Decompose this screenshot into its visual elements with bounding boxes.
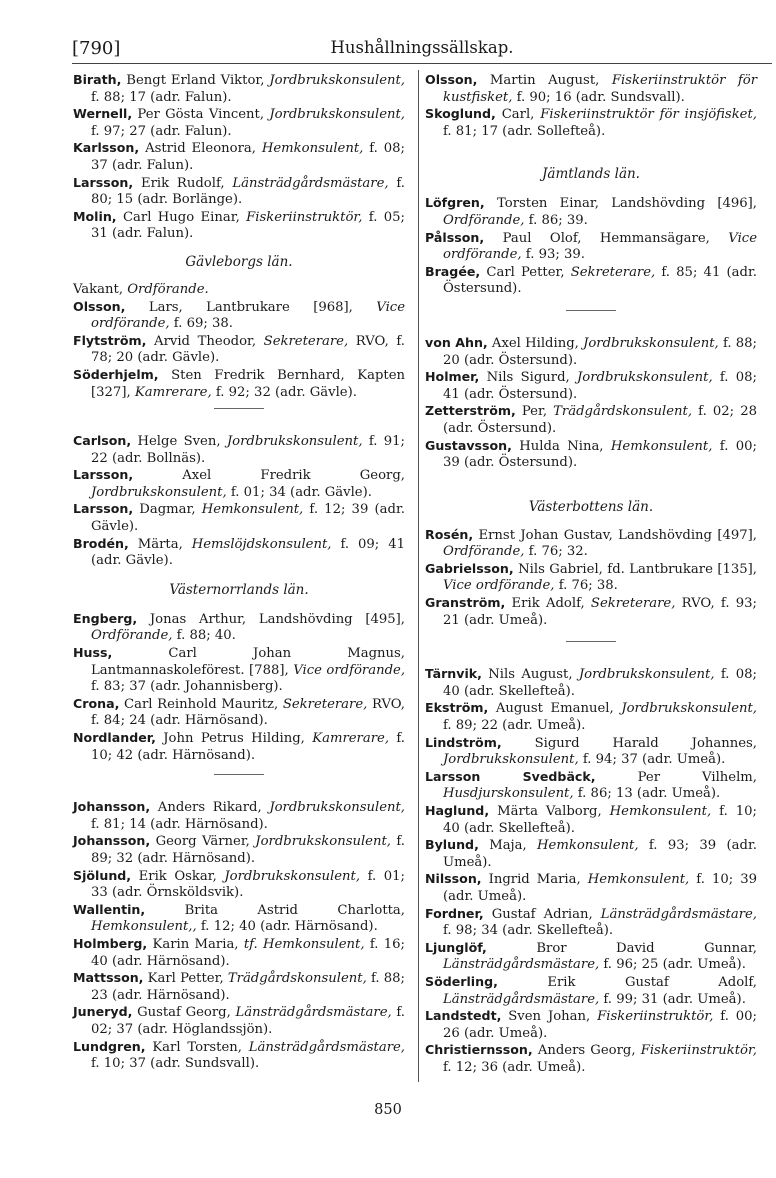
- list-item: [425, 974, 757, 1008]
- person-name: Crona,: [73, 695, 120, 711]
- entry-details: f. 12; 39 (adr. Gävle).: [91, 502, 405, 535]
- list-item: [73, 833, 405, 867]
- entry-details: f. 10; 42 (adr. Härnösand).: [91, 731, 405, 763]
- person-name: Söderhjelm,: [73, 366, 159, 382]
- person-name: von Ahn,: [425, 334, 488, 350]
- person-name: Fordner,: [425, 905, 484, 921]
- position-title: Jordbrukskonsulent,: [269, 800, 405, 816]
- header-rule: [72, 63, 772, 64]
- entry-details: f. 05; 31 (adr. Falun).: [91, 209, 405, 242]
- entry-text: Astrid Eleonora,: [139, 141, 262, 157]
- entry-text: Nils Gabriel, fd. Lantbrukare [135],: [513, 561, 757, 577]
- position-title: Jordbrukskonsulent,: [621, 701, 757, 717]
- person-name: Holmer,: [425, 369, 480, 385]
- entry-text: Erik Oskar,: [131, 868, 225, 884]
- person-name: Holmberg,: [73, 935, 148, 951]
- entry-details: f. 08; 37 (adr. Falun).: [91, 141, 405, 173]
- entry-details: f. 98; 34 (adr. Skellefteå).: [443, 923, 614, 939]
- entry-text: Axel Fredrik Georg,: [133, 468, 405, 484]
- entry-group: [73, 611, 405, 764]
- list-item: [425, 871, 757, 905]
- list-item: [73, 902, 405, 936]
- list-item: [425, 335, 757, 369]
- list-item: [73, 333, 405, 367]
- entry-text: John Petrus Hilding,: [155, 731, 313, 746]
- person-name: Zetterström,: [425, 403, 516, 419]
- list-item: [73, 536, 405, 570]
- list-item: [425, 940, 757, 974]
- person-name: Larsson,: [73, 501, 134, 517]
- list-item: Vakant, Ordförande.: [73, 281, 209, 297]
- entry-text: Carl,: [495, 107, 541, 123]
- list-item: [425, 561, 757, 595]
- entry-text: Karin Maria,: [147, 936, 244, 952]
- position-title: Hemkonsulent,: [587, 872, 690, 888]
- entry-text: Georg Värner,: [150, 834, 256, 850]
- position-title: Länsträdgårdsmästare,: [443, 957, 600, 973]
- entry-text: Karl Torsten,: [145, 1039, 249, 1055]
- entry-text: Nils Sigurd,: [479, 370, 577, 386]
- entry-details: f. 88; 40.: [172, 628, 236, 644]
- person-name: Gabrielsson,: [425, 560, 514, 576]
- person-name: Pålsson,: [425, 229, 485, 245]
- person-name: Olsson,: [73, 298, 126, 314]
- list-item: [73, 106, 405, 140]
- person-name: Gustavsson,: [425, 437, 512, 453]
- entry-details: f. 80; 15 (adr. Borlänge).: [91, 175, 406, 208]
- list-item: [425, 264, 757, 298]
- entry-text: Hulda Nina,: [511, 438, 611, 454]
- list-item: [425, 72, 757, 106]
- person-name: Larsson,: [73, 467, 134, 483]
- entry-text: Sven Johan,: [501, 1009, 598, 1025]
- list-item: [73, 1004, 405, 1038]
- list-item: [73, 799, 405, 833]
- entry-text: Carl Petter,: [480, 264, 571, 280]
- position-title: Länsträdgårdsmästare,: [232, 175, 389, 191]
- entry-text: Märta Valborg,: [489, 804, 610, 819]
- entry-details: f. 08; 41 (adr. Östersund).: [443, 370, 757, 402]
- list-item: [425, 403, 757, 437]
- entry-group: [73, 299, 405, 402]
- person-name: Juneryd,: [73, 1004, 133, 1020]
- entry-text: Bengt Erland Viktor,: [121, 73, 270, 88]
- person-name: Granström,: [425, 595, 506, 611]
- entry-text: Per Gösta Vincent,: [132, 107, 270, 123]
- entry-details: f. 01; 34 (adr. Gävle).: [226, 484, 372, 500]
- person-name: Christiernsson,: [425, 1042, 533, 1058]
- list-item: [425, 837, 757, 871]
- separator-rule: [214, 408, 264, 409]
- entry-text: Lars, Lantbrukare [968],: [125, 299, 377, 315]
- position-title: Hemkonsulent,: [610, 438, 713, 454]
- entry-text: Anders Rikard,: [150, 800, 270, 816]
- entry-details: f. 92; 32 (adr. Gävle).: [211, 384, 357, 400]
- person-name: Karlsson,: [73, 140, 140, 156]
- entry-details: f. 86; 13 (adr. Umeå).: [573, 786, 721, 802]
- entry-details: f. 81; 17 (adr. Sollefteå).: [443, 123, 606, 139]
- entry-text: Karl Petter,: [143, 971, 228, 987]
- entry-details: f. 00; 26 (adr. Umeå).: [443, 1009, 757, 1041]
- entry-text: Erik Gustaf Adolf,: [497, 974, 757, 990]
- entry-details: f. 83; 37 (adr. Johannisberg).: [91, 679, 283, 695]
- person-name: Engberg,: [73, 610, 138, 626]
- entry-details: f. 76; 32.: [524, 544, 588, 560]
- person-name: Rosén,: [425, 526, 474, 542]
- list-item: [425, 735, 757, 769]
- entry-text: Sigurd Harald Johannes,: [501, 735, 757, 751]
- position-title: Fiskeriinstruktör,: [640, 1043, 757, 1059]
- entry-details: f. 09; 41 (adr. Gävle).: [91, 536, 405, 569]
- list-item: [73, 140, 405, 174]
- entry-details: f. 88; 20 (adr. Östersund).: [443, 335, 757, 368]
- list-item: [73, 611, 405, 645]
- position-title: Sekreterare,: [282, 696, 368, 712]
- list-item: [73, 868, 405, 902]
- position-title: Länsträdgårdsmästare,: [600, 906, 757, 922]
- entry-details: f. 01; 33 (adr. Örnsköldsvik).: [91, 868, 405, 901]
- position-title: Jordbrukskonsulent,: [269, 107, 405, 123]
- list-item: [73, 367, 405, 401]
- entry-text: Sten Fredrik Bernhard, Kapten [327],: [91, 367, 405, 400]
- separator-rule: [214, 774, 264, 775]
- entry-text: Erik Rudolf,: [133, 175, 233, 191]
- list-item: [73, 209, 405, 243]
- list-item: [425, 769, 757, 803]
- position-title: Vice ordförande,: [293, 662, 406, 678]
- list-item: [425, 1008, 757, 1042]
- entry-text: Martin August,: [477, 73, 612, 88]
- entry-text: Anders Georg,: [532, 1043, 641, 1059]
- entry-text: Helge Sven,: [131, 434, 227, 450]
- entry-details: f. 96; 25 (adr. Umeå).: [599, 957, 746, 973]
- list-item: [73, 175, 405, 209]
- position-title: Hemkonsulent,: [537, 838, 639, 854]
- position-title: Vice ordförande,: [91, 299, 405, 332]
- entry-details: f. 89; 32 (adr. Härnösand).: [91, 834, 405, 866]
- entry-details: f. 12; 40 (adr. Härnösand).: [196, 919, 378, 935]
- position-title: Fiskeriinstruktör för kustfisket,: [443, 73, 757, 105]
- entry-details: f. 97; 27 (adr. Falun).: [91, 123, 232, 139]
- position-title: Kamrerare,: [312, 731, 390, 746]
- position-title: Vice ordförande,: [443, 578, 555, 594]
- person-name: Brodén,: [73, 535, 129, 551]
- list-item: [73, 730, 405, 764]
- person-name: Larsson Svedbäck,: [425, 768, 596, 784]
- separator-rule: [566, 641, 616, 642]
- separator-rule: [566, 310, 616, 311]
- entry-text: Torsten Einar, Landshövding [496],: [484, 196, 757, 212]
- region-heading: Västernorrlands län.: [169, 581, 309, 598]
- person-name: Bragée,: [425, 263, 481, 279]
- list-item: [73, 645, 405, 696]
- entry-details: f. 91; 22 (adr. Bollnäs).: [91, 434, 405, 466]
- entry-details: f. 93; 39 (adr. Umeå).: [443, 838, 757, 870]
- list-item: [425, 527, 757, 561]
- entry-text: Erik Adolf,: [505, 596, 591, 612]
- position-title: Ordförande,: [443, 544, 525, 560]
- page-footer-number: 850: [374, 1102, 402, 1118]
- entry-group: [425, 527, 757, 630]
- entry-group: [73, 799, 405, 1073]
- position-title: Jordbrukskonsulent,: [224, 868, 361, 884]
- position-title: Hemkonsulent,: [201, 502, 304, 518]
- list-item: [425, 230, 757, 264]
- position-title: Trädgårdskonsulent,: [553, 404, 693, 420]
- list-item: [73, 970, 405, 1004]
- entry-text: Ernst Johan Gustav, Landshövding [497],: [473, 527, 757, 543]
- entry-details: f. 88; 17 (adr. Falun).: [91, 89, 232, 105]
- person-name: Bylund,: [425, 837, 479, 853]
- column-divider: [418, 70, 419, 1082]
- person-name: Wernell,: [73, 106, 133, 122]
- position-title: Sekreterare,: [590, 596, 676, 612]
- position-title: Hemkonsulent,,: [91, 919, 197, 935]
- position-title: Fiskeriinstruktör,: [246, 209, 363, 225]
- person-name: Nordlander,: [73, 730, 156, 745]
- list-item: [73, 936, 405, 970]
- entry-details: f. 89; 22 (adr. Umeå).: [443, 718, 586, 734]
- person-name: Ljunglöf,: [425, 939, 487, 955]
- entry-text: Jonas Arthur, Landshövding [495],: [137, 611, 405, 627]
- list-item: [425, 595, 757, 629]
- entry-details: f. 02; 28 (adr. Östersund).: [443, 404, 757, 436]
- position-title: Jordbrukskonsulent,: [91, 484, 227, 500]
- entry-text: Gustaf Georg,: [132, 1005, 236, 1021]
- person-name: Johansson,: [73, 833, 151, 849]
- entry-details: f. 08; 40 (adr. Skellefteå).: [443, 667, 757, 699]
- entry-text: Arvid Theodor,: [146, 333, 264, 349]
- position-title: Länsträdgårdsmästare,: [235, 1005, 392, 1021]
- entry-details: f. 10; 37 (adr. Sundsvall).: [91, 1056, 260, 1072]
- position-title: Jordbrukskonsulent,: [443, 752, 579, 768]
- person-name: Tärnvik,: [425, 666, 482, 682]
- entry-text: Ingrid Maria,: [481, 872, 588, 888]
- entry-group: [73, 72, 405, 243]
- list-item: [425, 906, 757, 940]
- entry-details: f. 85; 41 (adr. Östersund).: [443, 264, 757, 297]
- person-name: Haglund,: [425, 803, 490, 818]
- entry-text: Carl Hugo Einar,: [116, 209, 247, 225]
- position-title: Husdjurskonsulent,: [443, 786, 574, 802]
- person-name: Larsson,: [73, 174, 134, 190]
- entry-details: RVO, f. 93; 21 (adr. Umeå).: [443, 596, 757, 628]
- list-item: [425, 700, 757, 734]
- entry-text: Axel Hilding,: [487, 335, 584, 351]
- position-title: Sekreterare,: [570, 264, 656, 280]
- person-name: Carlson,: [73, 433, 132, 449]
- person-name: Lundgren,: [73, 1038, 146, 1054]
- position-title: Vice ordförande,: [443, 230, 757, 263]
- person-name: Molin,: [73, 208, 117, 224]
- entry-text: August Emanuel,: [488, 701, 622, 717]
- list-item: [425, 438, 757, 472]
- page-header: [72, 34, 772, 64]
- entry-text: Nils August,: [481, 667, 579, 683]
- person-name: Olsson,: [425, 72, 478, 87]
- entry-details: f. 88; 23 (adr. Härnösand).: [91, 971, 405, 1003]
- list-item: [73, 501, 405, 535]
- position-title: Ordförande,: [91, 628, 173, 644]
- entry-details: f. 76; 38.: [554, 578, 618, 594]
- right-column: [425, 72, 757, 1077]
- list-item: [73, 72, 405, 106]
- position-title: Jordbrukskonsulent,: [226, 434, 363, 450]
- person-name: Söderling,: [425, 973, 498, 989]
- entry-text: Carl Johan Magnus, Lantmannaskoleförest. [788],: [91, 646, 405, 678]
- list-item: [425, 666, 757, 700]
- person-name: Flytström,: [73, 332, 147, 348]
- entry-text: Per,: [515, 404, 554, 420]
- list-item: [73, 1039, 405, 1073]
- entry-group: [425, 335, 757, 472]
- list-item: [73, 433, 405, 467]
- left-column: [73, 72, 405, 1073]
- position-title: Jordbrukskonsulent,: [255, 834, 391, 850]
- entry-text: Per Vilhelm,: [595, 769, 757, 785]
- position-title: Ordförande,: [443, 212, 525, 228]
- entry-text: Brita Astrid Charlotta,: [145, 902, 405, 918]
- person-name: Wallentin,: [73, 901, 146, 917]
- list-item: [425, 803, 757, 837]
- person-name: Mattsson,: [73, 970, 144, 986]
- person-name: Huss,: [73, 645, 113, 661]
- entry-details: f. 81; 14 (adr. Härnösand).: [91, 816, 268, 832]
- entry-text: Märta,: [128, 536, 192, 552]
- entry-group: [425, 195, 757, 298]
- position-title: Trädgårdskonsulent,: [227, 971, 367, 987]
- list-item: [73, 696, 405, 730]
- list-item: [73, 467, 405, 501]
- entry-details: f. 93; 39.: [521, 247, 585, 263]
- person-name: Skoglund,: [425, 106, 496, 122]
- position-title: Sekreterare,: [263, 333, 349, 349]
- position-title: Länsträdgårdsmästare,: [443, 991, 600, 1007]
- position-title: Länsträdgårdsmästare,: [248, 1039, 405, 1055]
- position-title: tf. Hemkonsulent,: [243, 936, 365, 952]
- entry-text: Dagmar,: [133, 502, 202, 518]
- position-title: Hemslöjdskonsulent,: [191, 536, 332, 552]
- position-title: Fiskeriinstruktör för insjöfisket,: [540, 107, 757, 123]
- entry-details: f. 16; 40 (adr. Härnösand).: [91, 936, 405, 969]
- entry-details: f. 00; 39 (adr. Östersund).: [443, 438, 757, 471]
- entry-details: f. 69; 38.: [169, 316, 233, 332]
- entry-text: Maja,: [478, 838, 538, 854]
- entry-details: f. 10; 39 (adr. Umeå).: [443, 872, 757, 904]
- person-name: Landstedt,: [425, 1008, 502, 1024]
- entry-details: f. 12; 36 (adr. Umeå).: [443, 1059, 586, 1075]
- list-item: [425, 369, 757, 403]
- position-title: Jordbrukskonsulent,: [269, 73, 405, 88]
- region-heading: Västerbottens län.: [528, 498, 654, 515]
- region-heading: Gävleborgs län.: [185, 253, 293, 270]
- person-name: Johansson,: [73, 799, 151, 815]
- page-title: Hushållningssällskap.: [330, 38, 514, 57]
- entry-group: [425, 72, 757, 140]
- position-title: Jordbrukskonsulent,: [583, 335, 719, 351]
- entry-details: RVO, f. 78; 20 (adr. Gävle).: [91, 333, 405, 366]
- entry-details: f. 99; 31 (adr. Umeå).: [599, 991, 746, 1007]
- person-name: Birath,: [73, 72, 122, 87]
- entry-details: RVO, f. 84; 24 (adr. Härnösand).: [91, 696, 405, 729]
- page-number: [790]: [72, 38, 121, 59]
- entry-text: Carl Reinhold Mauritz,: [119, 696, 283, 712]
- position-title: Jordbrukskonsulent,: [576, 370, 713, 386]
- person-name: Nilsson,: [425, 871, 482, 887]
- person-name: Ekström,: [425, 700, 489, 716]
- position-title: Jordbrukskonsulent,: [578, 667, 715, 683]
- entry-details: f. 94; 37 (adr. Umeå).: [578, 752, 726, 768]
- person-name: Löfgren,: [425, 195, 485, 211]
- person-name: Sjölund,: [73, 867, 132, 883]
- entry-text: Paul Olof, Hemmansägare,: [484, 230, 729, 246]
- list-item: [425, 106, 757, 140]
- position-title: Kamrerare,: [134, 384, 212, 400]
- entry-group: [425, 666, 757, 1076]
- list-item: [73, 299, 405, 333]
- position-title: Hemkonsulent,: [261, 141, 364, 157]
- entry-details: f. 10; 40 (adr. Skellefteå).: [443, 804, 757, 836]
- position-title: Hemkonsulent,: [609, 804, 712, 819]
- entry-details: f. 02; 37 (adr. Höglandssjön).: [91, 1005, 405, 1037]
- person-name: Lindström,: [425, 734, 502, 750]
- entry-group: [73, 433, 405, 570]
- list-item: [425, 195, 757, 229]
- entry-text: Bror David Gunnar,: [486, 940, 757, 956]
- region-heading: Jämtlands län.: [542, 166, 640, 183]
- position-title: Fiskeriinstruktör,: [597, 1009, 714, 1025]
- entry-details: f. 86; 39.: [524, 212, 588, 228]
- entry-text: Gustaf Adrian,: [483, 906, 601, 922]
- entry-details: f. 90; 16 (adr. Sundsvall).: [512, 89, 685, 105]
- list-item: [425, 1042, 757, 1076]
